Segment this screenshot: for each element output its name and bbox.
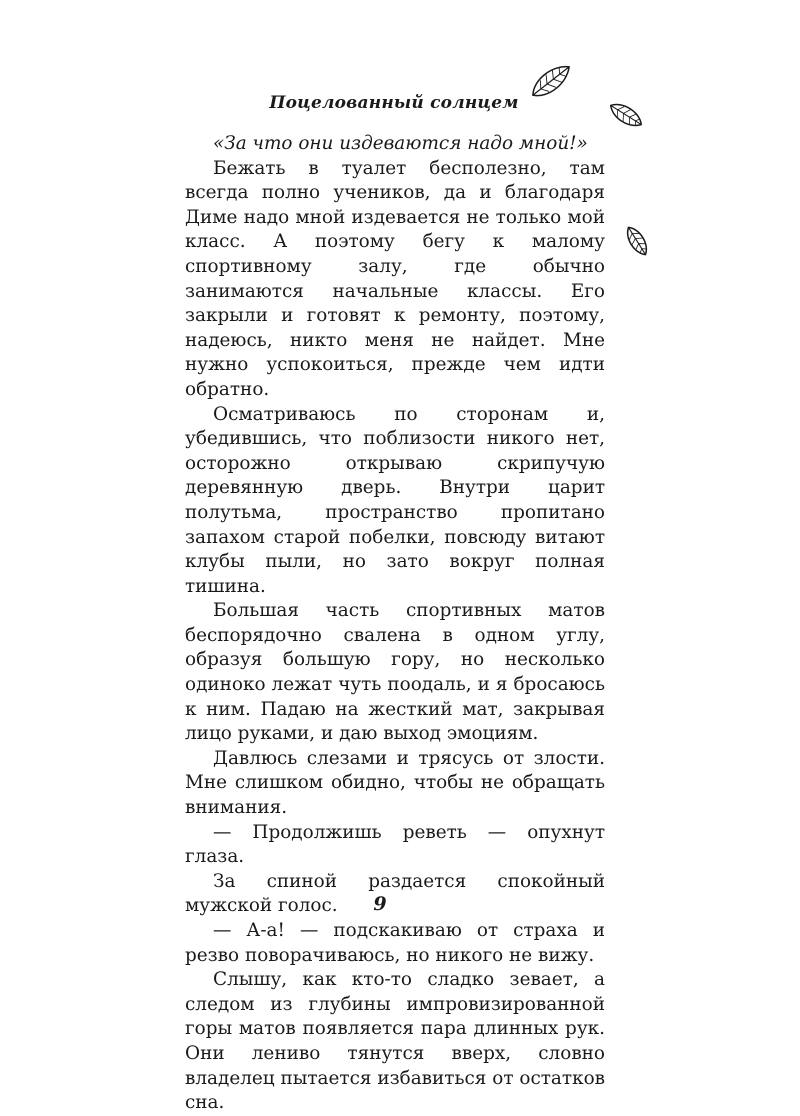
paragraph: Давлюсь слезами и трясусь от злости. Мне слишком обидно, чтобы не обращать внимания. [185,747,605,819]
paragraph: — Продолжишь реветь — опухнут глаза. [185,821,605,868]
paragraph: Слышу, как кто-то сладко зевает, а следом из глубины импровизированной горы матов появляется пара длинных рук. Они лениво тянутся вверх, словно владелец пытается избавиться от остатков сна. [185,969,605,1114]
paragraph: Большая часть спортивных матов беспорядочно свалена в одном углу, образуя большую гору, но несколько одиноко лежат чуть поодаль, и я бросаюсь к ним. Падаю на жесткий мат, закрывая лицо руками, и даю выход эмоциям. [185,600,605,745]
leaf-icon [619,220,655,261]
paragraph: — А-а! — подскакиваю от страха и резво поворачиваюсь, но никого не вижу. [185,920,605,966]
paragraph: Бежать в туалет бесполезно, там всегда полно учеников, да и благодаря Диме надо мной издевается не только мой класс. А поэтому бегу к малому спортивному залу, где обычно занимаются начальные классы. Его закрыли и готовят к ремонту, поэтому, надеюсь, никто меня не найдет. Мне нужно успокоиться, прежде чем идти обратно. [185,157,605,400]
body-text [185,132,605,1116]
paragraph: За спиной раздается спокойный мужской голос. [185,870,605,917]
running-head-title: Поцелованный солнцем [269,93,519,113]
paragraph: «За что они издеваются надо мной!» [213,133,588,154]
paragraph: Осматриваюсь по сторонам и, убедившись, что поблизости никого нет, осторожно открываю скрипучую деревянную дверь. Внутри царит полутьма, пространство пропитано запахом старой побелки, повсюду витают клубы пыли, но зато вокруг полная тишина. [185,403,605,597]
page-number: 9 [373,893,387,915]
